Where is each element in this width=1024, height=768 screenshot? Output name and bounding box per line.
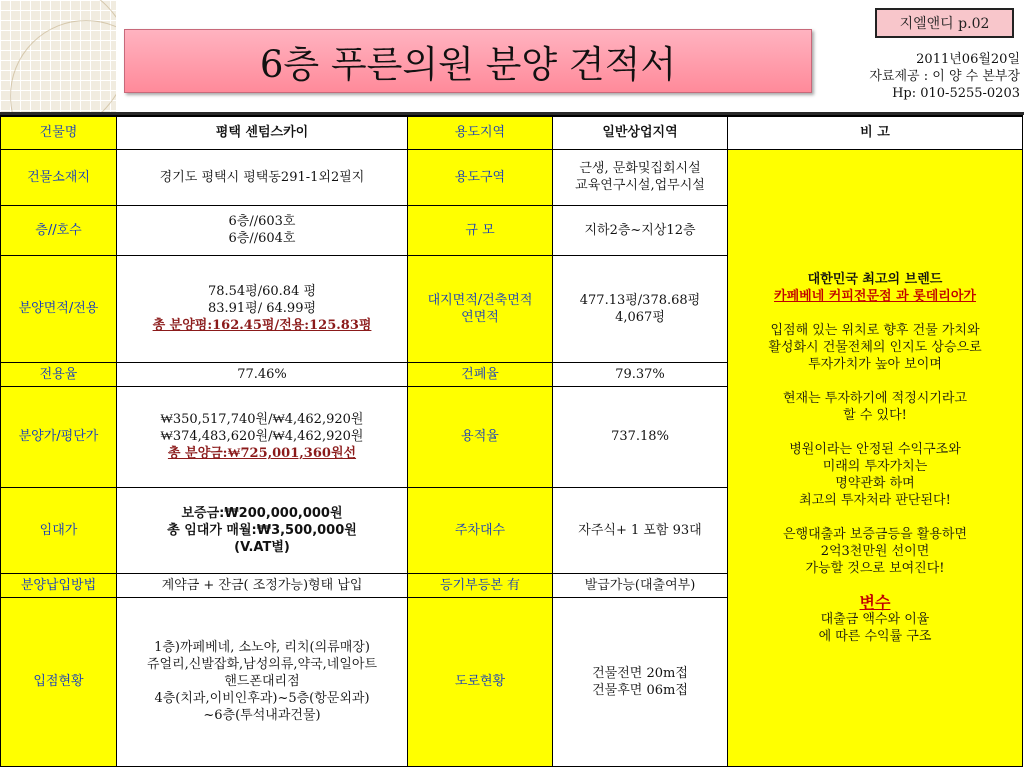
label-sale-price: 분양가/평단가 [1,386,117,487]
value-land-building-area [553,255,728,362]
table-row [1,149,1023,205]
tenants-line: 4층(치과,이비인후과)~5층(항문외과) [154,691,370,706]
zoning-district-line: 교육연구시설,업무시설 [575,178,705,193]
value-scale: 지하2층~지상12층 [553,205,728,255]
label-exclusive-ratio: 전용율 [1,362,117,386]
value-road [553,597,728,766]
remarks-text: 가능할 것으로 보여진다! [805,560,945,576]
remarks-text: 에 따른 수익률 구조 [818,628,932,644]
label-building-name: 건물명 [1,116,117,149]
label-coverage-ratio: 건폐율 [408,362,553,386]
remarks-text: 최고의 투자처라 판단된다! [799,492,951,508]
label-payment-method: 분양납입방법 [1,573,117,597]
remarks-text: 활성화시 건물전체의 인지도 상승으로 [768,339,982,355]
value-sale-area [117,255,408,362]
sale-area-line: 83.91평/ 64.99평 [207,301,317,316]
floor-unit-line: 6층//604호 [228,231,296,246]
tenants-line: 핸드폰대리점 [224,674,300,689]
value-sale-price [117,386,408,487]
table-row [1,116,1023,149]
tenants-line: ~6층(투석내과건물) [203,708,321,723]
label-parking: 주차대수 [408,487,553,573]
label-building-location: 건물소재지 [1,149,117,205]
value-registry: 발급가능(대출여부) [553,573,728,597]
remarks-brand-line: 대한민국 최고의 브렌드 [807,271,943,287]
document-date: 2011년06월20일 [916,52,1020,67]
remarks-text: 할 수 있다! [843,407,907,423]
remarks-text: 2억3천만원 선이면 [820,543,930,559]
floor-unit-line: 6층//603호 [228,214,296,229]
value-zoning-area: 일반상업지역 [553,116,728,149]
value-parking: 자주식+ 1 포함 93대 [553,487,728,573]
document-provider: 자료제공 : 이 양 수 본부장 [869,69,1020,84]
lease-line: 총 임대가 매월:₩3,500,000원 [167,522,357,538]
document-meta [869,51,1020,102]
road-line: 건물전면 20m접 [592,665,688,681]
value-lease [117,487,408,573]
remarks-text: 현재는 투자하기에 적정시기라고 [782,390,968,406]
value-tenants [117,597,408,766]
label-land-building-area [408,255,553,362]
label-road: 도로현황 [408,597,553,766]
value-exclusive-ratio: 77.46% [117,362,408,386]
label-sale-area: 분양면적/전용 [1,255,117,362]
remarks-variable-title: 변수 [859,592,891,612]
label-floor-unit: 층//호수 [1,205,117,255]
tenants-line: 쥬얼리,신발잡화,남성의류,약국,네일아트 [146,657,377,672]
land-building-area-line: 477.13평/378.68평 [579,292,701,308]
sale-area-total: 총 분양평:162.45평/전용:125.83평 [152,318,372,333]
label-zoning-district: 용도구역 [408,149,553,205]
label-zoning-area: 용도지역 [408,116,553,149]
lease-line: (V.AT별) [234,539,290,555]
sale-price-line: ₩374,483,620원/₩4,462,920원 [160,429,364,444]
value-payment-method: 계약금 + 잔금( 조정가능)형태 납입 [117,573,408,597]
remarks-text: 입점해 있는 위치로 향후 건물 가치와 [770,322,980,338]
page-title: 6층 푸른의원 분양 견적서 [124,29,812,93]
remarks-text: 은행대출과 보증금등을 활용하면 [782,526,968,542]
land-building-area-label-line: 대지면적/건축면적 [427,292,533,308]
remarks-text: 명약관화 하며 [835,475,915,491]
label-tenants: 입점현황 [1,597,117,766]
tenants-line: 1층)까페베네, 소노야, 리치(의류매장) [154,640,370,655]
lease-line: 보증금:₩200,000,000원 [181,505,343,521]
value-building-name: 평택 센텀스카이 [117,116,408,149]
remarks-text: 대출금 액수와 이율 [820,611,930,627]
label-floor-area-ratio: 용적율 [408,386,553,487]
estimate-table [0,115,1023,767]
land-building-area-line: 4,067평 [615,309,665,325]
road-line: 건물후면 06m접 [592,682,688,698]
sale-price-total: 총 분양금:₩725,001,360원선 [167,446,357,461]
page-badge: 지엘앤디 p.02 [875,8,1014,38]
remarks-header: 비 고 [728,116,1023,149]
sale-area-line: 78.54평/60.84 평 [207,284,317,299]
decorative-grid-panel [0,0,116,116]
remarks-text: 투자가치가 높아 보이며 [808,356,942,372]
zoning-district-line: 근생, 문화및집회시설 [579,161,701,176]
value-zoning-district [553,149,728,205]
label-scale: 규 모 [408,205,553,255]
label-registry: 등기부등본 有 [408,573,553,597]
value-floor-unit [117,205,408,255]
contact-phone: Hp: 010-5255-0203 [892,86,1020,101]
land-building-area-label-line: 연면적 [461,309,499,325]
value-building-location: 경기도 평택시 평택동291-1외2필지 [117,149,408,205]
label-lease: 임대가 [1,487,117,573]
remarks-note [728,149,1023,766]
value-coverage-ratio: 79.37% [553,362,728,386]
value-floor-area-ratio: 737.18% [553,386,728,487]
remarks-brand-line: 카페베네 커피전문점 과 롯데리아가 [774,288,976,304]
remarks-text: 병원이라는 안정된 수익구조와 [789,441,961,457]
sale-price-line: ₩350,517,740원/₩4,462,920원 [160,412,364,427]
remarks-text: 미래의 투자가치는 [822,458,928,474]
